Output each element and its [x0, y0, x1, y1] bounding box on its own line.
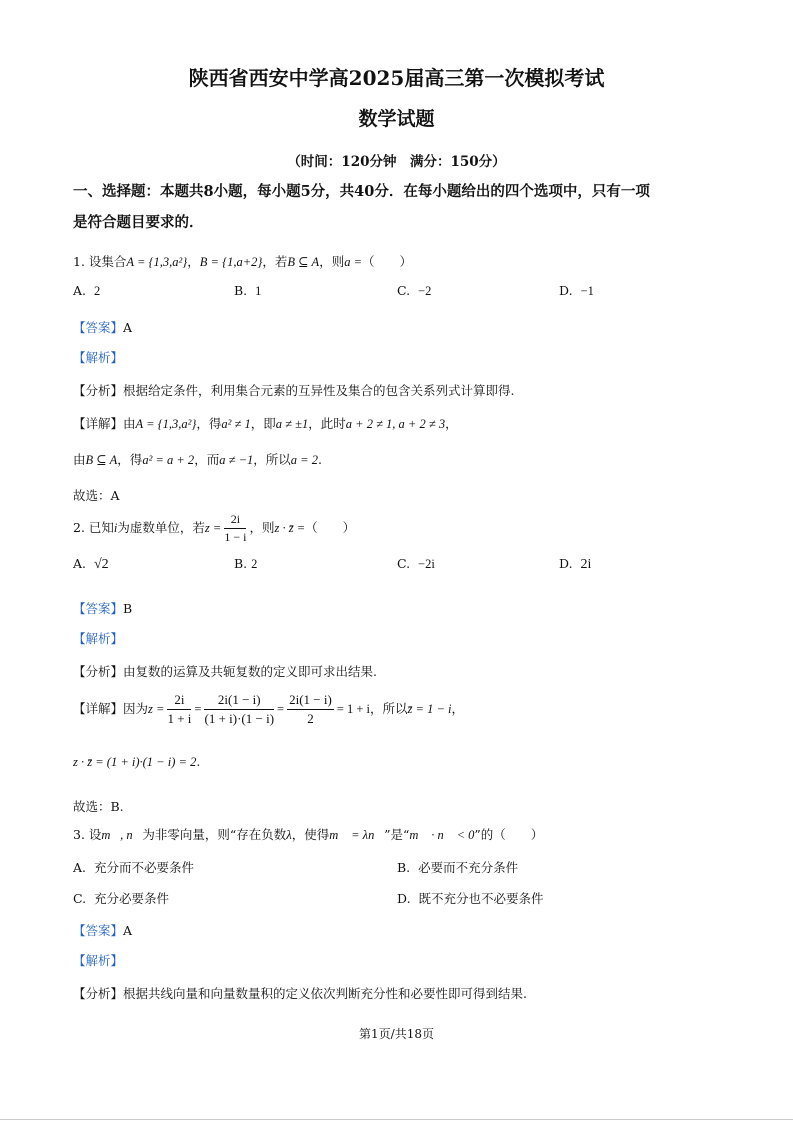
- q3-answer: 【答案】A: [73, 923, 133, 938]
- q2-option-a: A. √2: [73, 556, 109, 572]
- q2-answer: 【答案】B: [73, 601, 133, 616]
- question-3-stem: 3. 设m⃗, n⃗为非零向量，则“存在负数λ，使得m⃗ = λn⃗”是“m⃗ · n⃗ < 0”的（ ）: [73, 827, 544, 842]
- q1-ask: a =: [344, 255, 363, 269]
- q1-ask-pre: ，则: [319, 254, 345, 269]
- q2-detail-line2: z · z̄ = (1 + i)·(1 − i) = 2.: [73, 754, 201, 769]
- section-heading-line1: 一、选择题：本题共8小题，每小题5分，共40分．在每小题给出的四个选项中，只有一项: [73, 183, 650, 200]
- q1-set-b: B = {1,a+2}: [199, 255, 263, 269]
- q1-paren: （ ）: [362, 254, 413, 269]
- q3-fenxi: 【分析】根据共线向量和向量数量积的定义依次判断充分性和必要性即可得到结果.: [73, 986, 527, 1001]
- q1-cond-pre: ，若: [262, 254, 288, 269]
- q1-option-d: D. −1: [559, 283, 594, 298]
- q2-frac-num: 2i: [224, 512, 246, 529]
- exam-title: 陕西省西安中学高2025届高三第一次模拟考试: [188, 66, 605, 90]
- q2-option-c: C. −2i: [397, 556, 435, 571]
- q2-analysis-label: 【解析】: [73, 631, 124, 646]
- section-heading-line2: 是符合题目要求的．: [73, 214, 204, 231]
- q1-detail-line1: 【详解】由A = {1,3,a²}，得a² ≠ 1，即a ≠ ±1，此时a + 2 ≠ 1, a + 2 ≠ 3，: [73, 416, 458, 431]
- q3-option-d: D. 既不充分也不必要条件: [397, 891, 544, 906]
- q1-answer: 【答案】A: [73, 320, 133, 335]
- q1-condition: B ⊆ A: [287, 255, 320, 269]
- page-bottom-edge: [0, 1119, 793, 1120]
- q2-option-d: D. 2i: [559, 556, 592, 572]
- q1-number: 1. 设集合: [73, 254, 127, 269]
- question-2-stem: 2. 已知i为虚数单位，若z = $\frac{2i}{1 - i}$ ，则z · z̄ =（ ）: [73, 512, 356, 544]
- question-1-stem: [73, 252, 412, 270]
- q1-fenxi: 【分析】根据给定条件，利用集合元素的互异性及集合的包含关系列式计算即得.: [73, 383, 515, 398]
- q1-option-c: C. −2: [397, 283, 432, 298]
- q2-frac-den: 1 − i: [224, 530, 247, 544]
- q2-fenxi: 【分析】由复数的运算及共轭复数的定义即可求出结果.: [73, 664, 377, 679]
- q1-option-a: A. 2: [73, 283, 101, 298]
- subject-title: 数学试题: [358, 108, 435, 130]
- q3-option-a: A. 充分而不必要条件: [73, 860, 194, 875]
- q2-detail-line1: 【详解】因为z = $\frac{2i}{1 + i}$ = $\frac{2i(1 - i)}{(1 + i)\cdot(1 - i)}$ = $\frac{2i(1 - i)}{2}$ = 1 + i，所以z̄ = 1 − i，: [73, 692, 465, 726]
- q1-conclusion: 故选：A: [73, 488, 120, 503]
- q2-conclusion: 故选：B.: [73, 799, 124, 814]
- exam-info: （时间：120分钟 满分：150分）: [287, 154, 506, 170]
- q1-option-b: B. 1: [234, 283, 262, 298]
- q3-option-c: C. 充分必要条件: [73, 891, 170, 906]
- q1-analysis-label: 【解析】: [73, 350, 124, 365]
- q1-detail-line2: 由B ⊆ A，得a² = a + 2，而a ≠ −1，所以a = 2.: [73, 452, 322, 467]
- page-number: 第1页/共18页: [359, 1027, 434, 1041]
- q1-sep: ，: [187, 254, 200, 269]
- q2-option-b: B. 2: [234, 556, 258, 571]
- q1-set-a: A = {1,3,a²}: [126, 255, 188, 269]
- q3-option-b: B. 必要而不充分条件: [397, 860, 519, 875]
- q3-analysis-label: 【解析】: [73, 953, 124, 968]
